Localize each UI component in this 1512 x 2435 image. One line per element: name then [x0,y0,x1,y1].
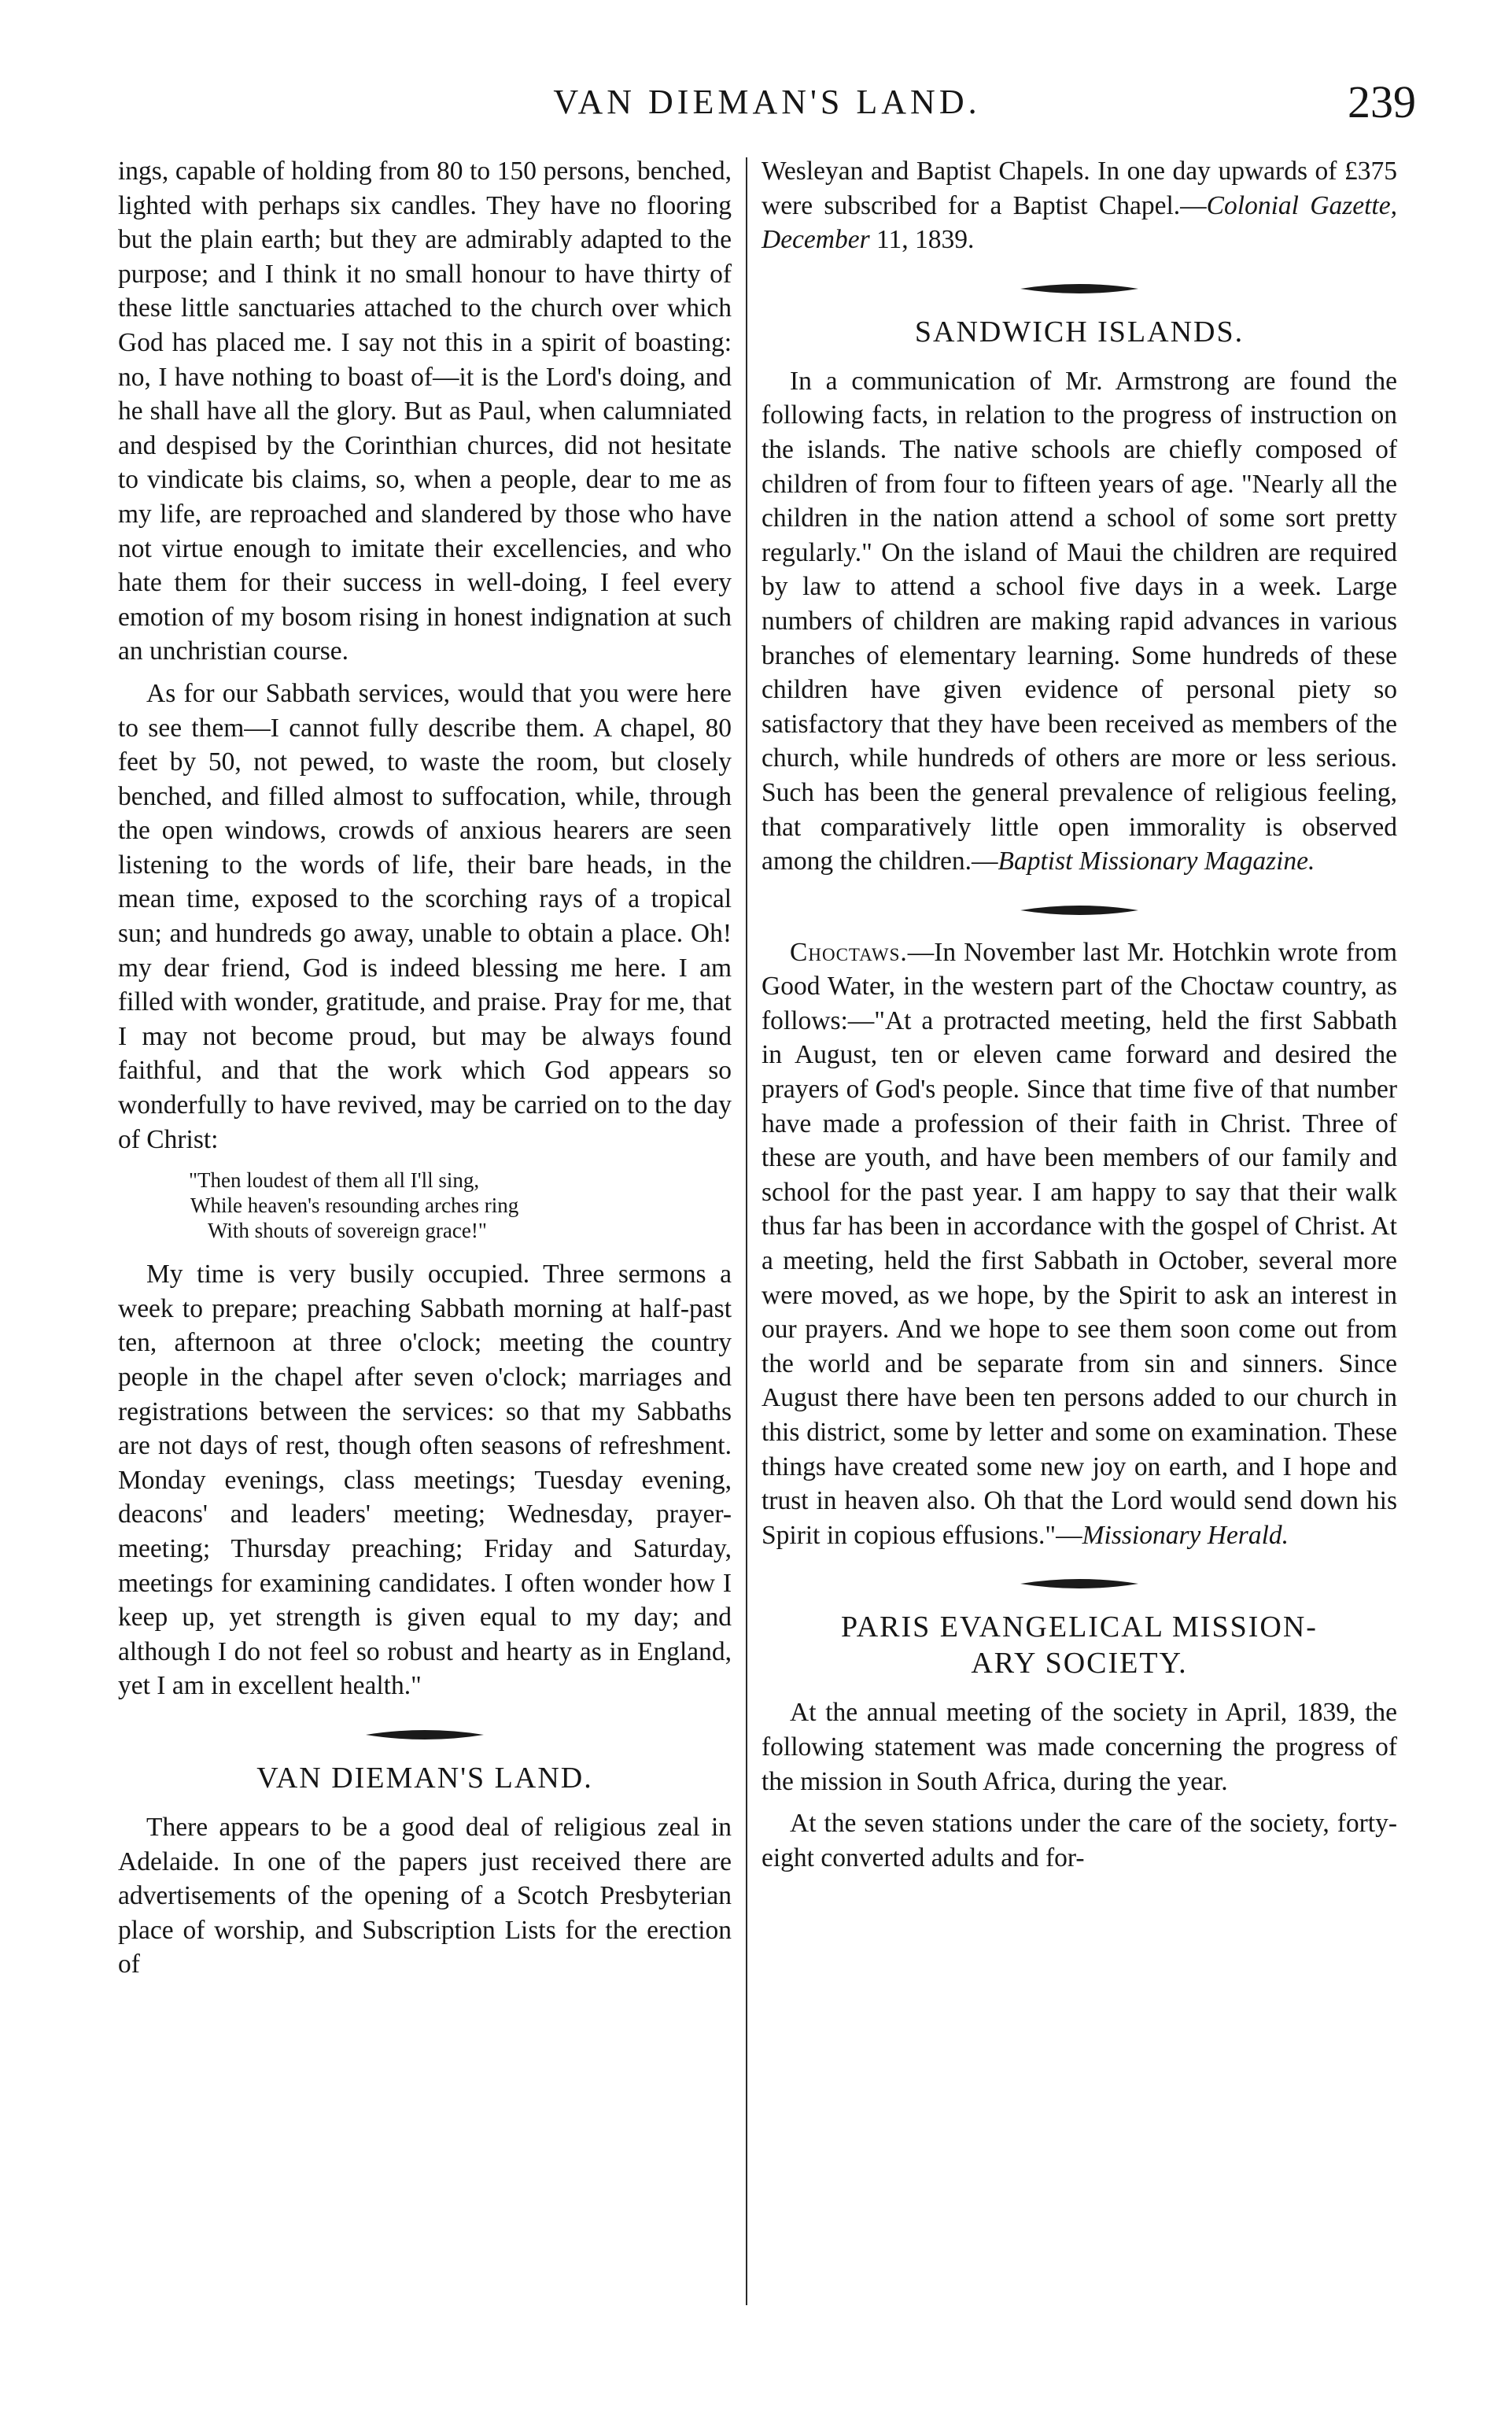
paragraph: At the annual meeting of the society in April, 1839, the following statement was made concerning the progress of the mission in South Africa, during the year. [762,1698,1397,1796]
paragraph: ings, capable of holding from 80 to 150 persons, benched, lighted with perhaps six candles. They have no flooring but the plain earth; but they are admirably adapted to the purpose; and I think it no small honour to have thirty of these little sanctuaries attached to the church over which God has placed me. I say not this in a spirit of boasting: no, I have nothing to boast of—it is the Lord's doing, and he shall have all the glory. But as Paul, when calumniated and despised by the Corinthian churces, did not hesitate to vindicate bis claims, so, when a people, dear to me as my life, are reproached and slandered by those who have not virtue enough to imitate their excellencies, and who hate them for their success in well-doing, I feel every emotion of my bosom rising in honest indignation at such an unchristian course. [118,157,732,666]
ornament-divider [366,1727,484,1743]
paragraph: At the seven stations under the care of the society, forty-eight converted adults and for- [762,1809,1397,1872]
ornament-divider [1020,902,1138,918]
paragraph-text: —In November last Mr. Hotchkin wrote from Good Water, in the western part of the Choctaw country, as follows:—"At a protracted meeting, held the first Sabbath in August, ten or eleven came forward and desired the prayers of God's people. Since that time five of that number have made a profession of their faith in Christ. Three of these are youth, and have been members of our family and school for the past year. I am happy to say that their walk thus far has been in accordance with the gospel of Christ. At a meeting, held the first Sabbath in October, several more were moved, as we hope, by the Spirit to ask an interest in our prayers. And we hope to see them soon come out from the world and be separate from sin and sinners. Since August there have been ten persons added to our church in this district, some by letter and some on examination. These things have created some new joy on earth, and I hope and trust in heaven also. Oh that the Lord would send down his Spirit in copious effusions."— [762,937,1397,1550]
paragraph [762,935,1397,1553]
poem-quote [118,1168,732,1243]
paragraph-text: In a communication of Mr. Armstrong are found the following facts, in relation to the progress of instruction on the islands. The native schools are chiefly composed of children of from four to fifteen years of age. "Nearly all the children in the nation attend a school of some sort pretty regularly." On the island of Maui the children are required by law to attend a school five days in a week. Large numbers of children are making rapid advances in various branches of elementary learning. Some hundreds of these children have given evidence of personal piety so satisfactory that they have been received as members of the church, while hundreds of others are more or less serious. Such has been the general prevalence of religious feeling, that comparatively little open immorality is observed among the children.— [762,366,1397,876]
heading-line: ARY SOCIETY. [971,1647,1188,1681]
right-column [762,154,1397,1883]
poem-line: "Then loudest of them all I'll sing, [189,1168,480,1193]
paragraph-text: Wesleyan and Baptist Chapels. In one day upwards of £375 were subscribed for a Baptist Chapel.— [762,157,1397,220]
heading-line: PARIS EVANGELICAL MISSION- [841,1610,1318,1644]
poem-line: With shouts of sovereign grace!" [208,1219,487,1243]
paragraph [762,364,1397,879]
source-citation: Baptist Missionary Magazine. [998,847,1315,876]
poem-line: While heaven's resounding arches ring [190,1194,519,1218]
paragraph: As for our Sabbath services, would that you were here to see them—I cannot fully describe them. A chapel, 80 feet by 50, not pewed, to waste the room, but closely benched, and filled almost to suffocation, while, through the open windows, crowds of anxious hearers are seen listening to the words of life, their bare heads, in the mean time, exposed to the scorching rays of a tropical sun; and hundreds go away, unable to obtain a place. Oh! my dear friend, God is indeed blessing me here. I am filled with wonder, gratitude, and praise. Pray for me, that I may not become proud, but may be always found faithful, and that the work which God appears so wonderfully to have revived, may be carried on to the day of Christ: [118,678,732,1154]
column-rule [746,157,747,2305]
source-citation: Colonial Gazette, December [762,190,1397,255]
section-heading: SANDWICH ISLANDS. [914,315,1245,349]
source-citation: Missionary Herald. [1082,1520,1289,1550]
lead-in: Choctaws. [790,937,908,967]
section-heading [762,1609,1397,1681]
paragraph [762,154,1397,257]
page-number: 239 [1348,76,1416,127]
left-column [118,154,732,1990]
paragraph: My time is very busily occupied. Three sermons a week to prepare; preaching Sabbath morning at half-past ten, afternoon at three o'clock; meeting the country people in the chapel after seven o'clock; marriages and registrations between the services: so that my Sabbaths are not days of rest, though often seasons of refreshment. Monday evenings, class meetings; Tuesday evening, deacons' and leaders' meeting; Wednesday, prayer-meeting; Thursday preaching; Friday and Saturday, meetings for examining candidates. I often wonder how I keep up, yet strength is given equal to my day; and although I do not feel so robust and hearty as in England, yet I am in excellent health." [118,1260,732,1701]
source-date: 11, 1839. [876,225,975,255]
ornament-divider [1020,1576,1138,1592]
paragraph: There appears to be a good deal of religious zeal in Adelaide. In one of the papers just received there are advertisements of the opening of a Scotch Presbyterian place of worship, and Subscription Lists for the erection of [118,1812,732,1979]
section-heading: VAN DIEMAN'S LAND. [256,1761,593,1795]
running-title: VAN DIEMAN'S LAND. [553,83,981,121]
ornament-divider [1020,281,1138,297]
page-header [118,76,1416,137]
